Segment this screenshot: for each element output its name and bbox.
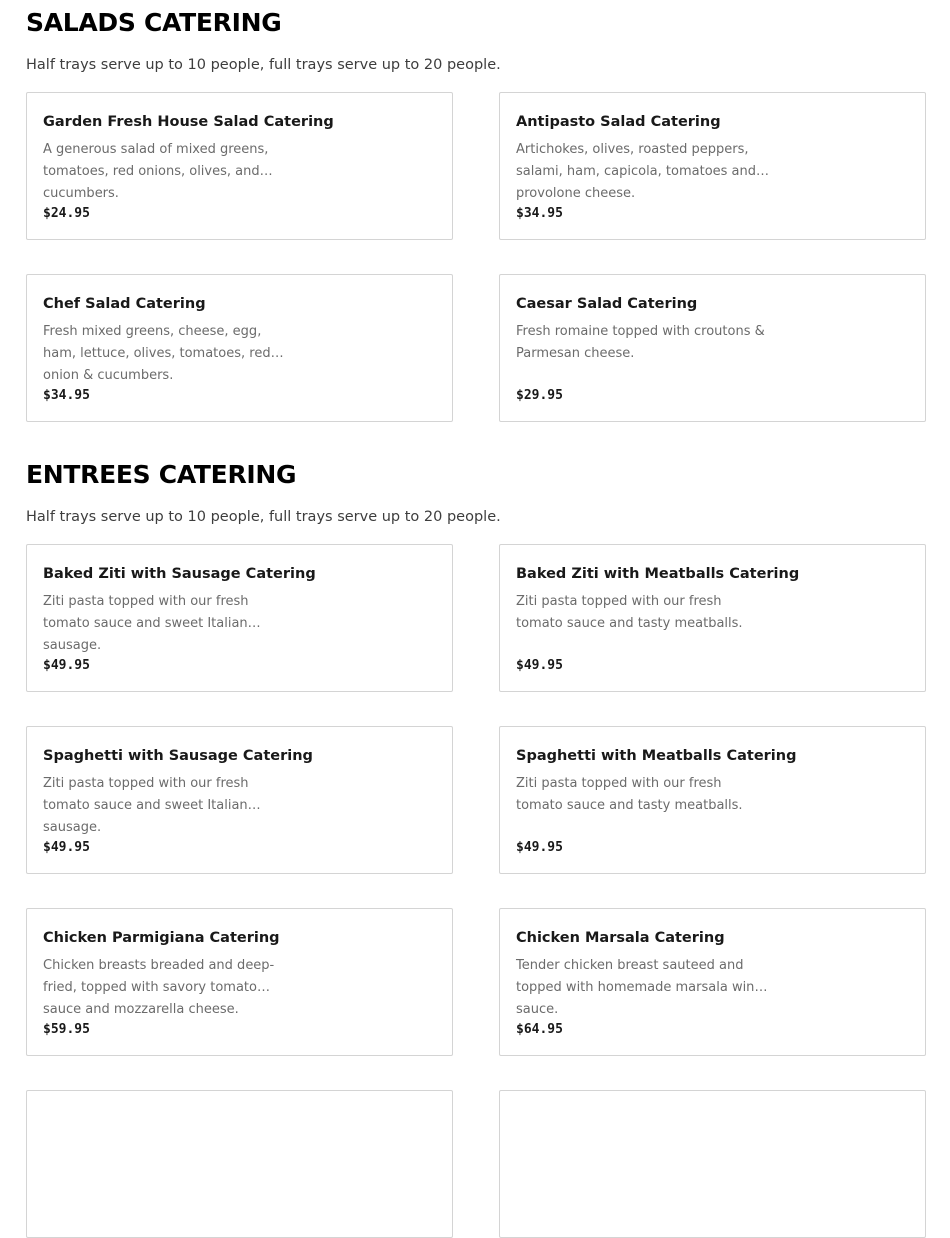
menu-item-price: $64.95 (516, 1022, 563, 1037)
menu-item-price: $59.95 (43, 1022, 90, 1037)
menu-item-description (516, 1137, 771, 1181)
menu-item-name: Spaghetti with Sausage Catering (43, 748, 313, 764)
menu-item-description: Fresh mixed greens, cheese, egg, ham, lettuce, olives, tomatoes, red onion & cucumbers. (43, 324, 271, 383)
section-title: SALADS CATERING (26, 8, 282, 37)
menu-item-card[interactable] (26, 274, 453, 422)
menu-item-description: Artichokes, olives, roasted peppers, salami, ham, capicola, tomatoes and provolone cheese. (516, 142, 757, 201)
menu-item-card[interactable] (26, 908, 453, 1056)
menu-item-card[interactable] (499, 274, 926, 422)
menu-item-description: Fresh romaine topped with croutons & Parmesan cheese. (516, 324, 765, 361)
menu-item-description: Ziti pasta topped with our fresh tomato sauce and tasty meatballs. (516, 594, 743, 631)
menu-item-description: Ziti pasta topped with our fresh tomato sauce and tasty meatballs. (516, 776, 743, 813)
menu-item-price: $49.95 (43, 658, 90, 673)
menu-item-name: Garden Fresh House Salad Catering (43, 114, 334, 130)
menu-item-name: Chicken Parmigiana Catering (43, 930, 280, 946)
menu-item-price: $49.95 (516, 658, 563, 673)
menu-item-card[interactable] (499, 92, 926, 240)
section-subtitle: Half trays serve up to 10 people, full trays serve up to 20 people. (26, 509, 501, 525)
menu-item-price: $24.95 (43, 206, 90, 221)
menu-item-description (43, 1137, 298, 1181)
menu-item-price: $34.95 (43, 388, 90, 403)
menu-item-name: Spaghetti with Meatballs Catering (516, 748, 797, 764)
menu-item-card[interactable] (499, 1090, 926, 1238)
menu-item-card[interactable] (26, 92, 453, 240)
menu-item-card[interactable] (499, 544, 926, 692)
menu-item-description: Ziti pasta topped with our fresh tomato sauce and sweet Italian sausage. (43, 594, 249, 653)
menu-item-price: $34.95 (516, 206, 563, 221)
section-subtitle: Half trays serve up to 10 people, full trays serve up to 20 people. (26, 57, 501, 73)
menu-item-name: Chef Salad Catering (43, 296, 206, 312)
section-entrees (26, 460, 928, 1037)
menu-item-description: Chicken breasts breaded and deep-fried, topped with savory tomato sauce and mozzarella cheese. (43, 958, 275, 1017)
menu-item-card[interactable] (499, 908, 926, 1056)
menu-item-name: Baked Ziti with Sausage Catering (43, 566, 316, 582)
menu-item-description: Ziti pasta topped with our fresh tomato sauce and sweet Italian sausage. (43, 776, 249, 835)
menu-item-description: A generous salad of mixed greens, tomatoes, red onions, olives, and cucumbers. (43, 142, 269, 201)
menu-item-price: $49.95 (516, 840, 563, 855)
menu-item-price: $49.95 (43, 840, 90, 855)
menu-item-name: Chicken Marsala Catering (516, 930, 725, 946)
menu-item-card[interactable] (26, 544, 453, 692)
menu-item-card[interactable] (26, 726, 453, 874)
menu-item-name: Baked Ziti with Meatballs Catering (516, 566, 800, 582)
section-salads (26, 8, 928, 403)
menu-item-name: Caesar Salad Catering (516, 296, 698, 312)
section-title: ENTREES CATERING (26, 460, 297, 489)
menu-item-card[interactable] (499, 726, 926, 874)
menu-item-card[interactable] (26, 1090, 453, 1238)
menu-item-name: Antipasto Salad Catering (516, 114, 721, 130)
menu-item-price: $29.95 (516, 388, 563, 403)
menu-item-description: Tender chicken breast sauteed and topped with homemade marsala wine sauce. (516, 958, 763, 1017)
